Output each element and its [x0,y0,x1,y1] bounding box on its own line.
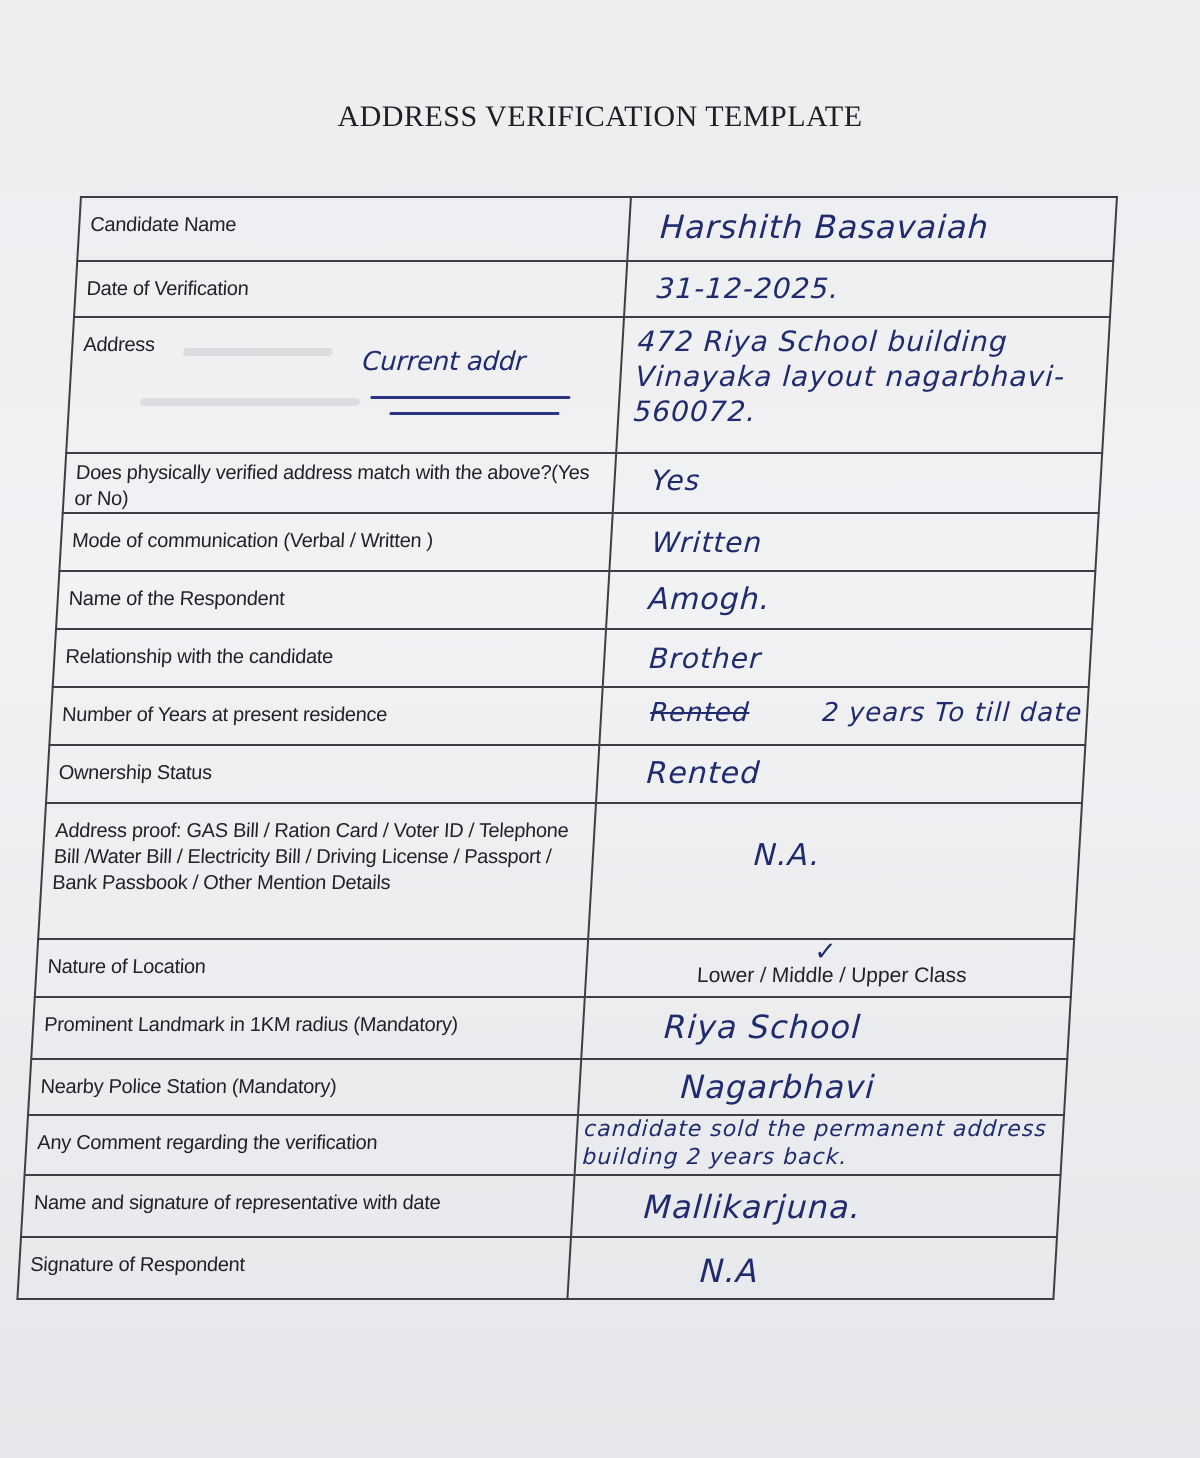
verification-table [16,196,1118,1300]
table-row [63,453,1102,513]
table-row [21,1175,1061,1237]
row-label-relationship: Relationship with the candidate [53,629,606,687]
faint-print [183,348,333,356]
respondent-signature-value: N.A [698,1252,761,1290]
police-station-value: Nagarbhavi [679,1068,877,1106]
row-value-cell [599,687,1088,745]
row-label-address-proof: Address proof: GAS Bill / Ration Card / Voter ID / Telephone Bill /Water Bill / Electricity Bill / Driving License / Passport / Bank Passbook / Other Mention Details [38,803,596,939]
verification-form [16,196,1118,1300]
row-label-landmark: Prominent Landmark in 1KM radius (Mandatory) [31,997,585,1059]
relationship-value: Brother [648,642,763,675]
note-underline [389,412,559,415]
row-label-comment: Any Comment regarding the verification [25,1115,578,1175]
table-row [38,803,1082,939]
faint-print [140,398,360,406]
table-row [66,317,1110,453]
row-value-cell [627,197,1117,261]
ownership-status-value: Rented [645,756,762,791]
row-label-candidate-name: Candidate Name [77,197,631,261]
check-mark-icon: ✓ [813,936,838,966]
row-label-date: Date of Verification [74,261,627,317]
row-label-police-station: Nearby Police Station (Mandatory) [28,1059,581,1115]
struck-value: Rented [649,698,751,728]
row-label-nature-of-location: Nature of Location [35,939,588,997]
row-label-ownership-status: Ownership Status [46,745,599,803]
row-value-cell [571,1175,1061,1237]
comment-value: candidate sold the permanent address building 2 years back. [581,1117,1048,1170]
address-label: Address [82,334,156,356]
row-value-cell [588,803,1082,939]
row-value-cell [578,1059,1067,1115]
row-label-representative: Name and signature of representative with date [21,1175,575,1237]
table-row [17,1237,1057,1299]
date-value: 31-12-2025. [655,272,841,305]
table-row [77,197,1117,261]
candidate-name-value: Harshith Basavaiah [659,208,991,246]
table-row [49,687,1088,745]
table-row [25,1115,1064,1175]
address-value: 472 Riya School building Vinayaka layout nagarbhavi-560072. [632,325,1067,428]
years-at-residence-value: 2 years To till date [821,698,1084,728]
address-match-value: Yes [650,464,702,497]
table-row [56,571,1095,629]
row-value-cell [581,997,1071,1059]
landmark-value: Riya School [662,1008,863,1046]
row-value-cell [567,1237,1057,1299]
address-handwritten-note: Current addr [361,347,527,377]
table-row [59,513,1098,571]
table-row [31,997,1071,1059]
table-row [74,261,1113,317]
row-label-respondent-name: Name of the Respondent [56,571,609,629]
note-underline [370,396,570,399]
representative-value: Mallikarjuna. [642,1188,863,1226]
row-value-cell [606,571,1095,629]
table-row [53,629,1092,687]
address-proof-value: N.A. [752,838,822,873]
table-row [28,1059,1067,1115]
row-label-respondent-signature: Signature of Respondent [17,1237,571,1299]
row-label-years-at-residence: Number of Years at present residence [49,687,602,745]
row-label-address [66,317,624,453]
document-title: ADDRESS VERIFICATION TEMPLATE [337,100,863,133]
row-value-cell [609,513,1098,571]
communication-mode-value: Written [651,526,764,559]
row-value-cell [603,629,1092,687]
table-row [35,939,1074,997]
row-value-cell [585,936,1074,997]
row-value-cell [616,317,1110,453]
row-value-cell [624,261,1113,317]
respondent-name-value: Amogh. [647,582,772,617]
location-class-options: Lower / Middle / Upper Class [696,964,968,987]
row-value-cell [596,745,1085,803]
table-row [46,745,1085,803]
row-label-address-match: Does physically verified address match with the above?(Yes or No) [63,453,616,513]
row-value-cell [575,1115,1064,1175]
row-label-communication-mode: Mode of communication (Verbal / Written ) [59,513,612,571]
row-value-cell [613,453,1102,513]
